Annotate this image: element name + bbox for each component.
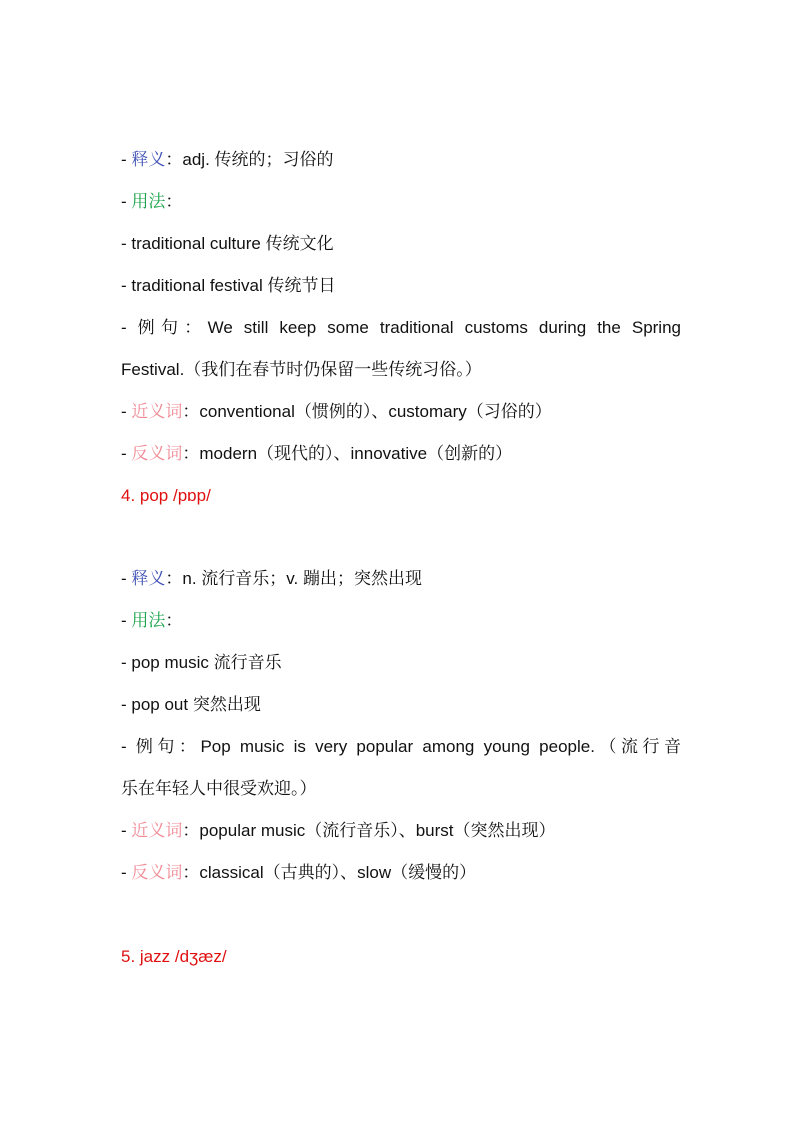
synonyms-line [121,820,681,842]
dash: - [121,569,132,588]
dash: - [121,611,132,630]
antonyms-line [121,862,681,884]
synonyms-line [121,401,681,423]
antonyms-label: 反义词 [131,444,183,463]
dash: - [121,150,132,169]
colon: ： [182,444,200,463]
dash: - [121,192,132,211]
usage-item: - traditional culture 传统文化 [121,234,334,253]
colon: ： [165,150,183,169]
synonyms-text: popular music（流行音乐）、burst（突然出现） [199,821,556,840]
usage-label: 用法 [131,192,166,211]
synonyms-label: 近义词 [131,821,183,840]
word-heading: 5. jazz /dʒæz/ [121,947,227,966]
example-line-continued: 乐在年轻人中很受欢迎。） [121,779,317,798]
word-heading: 4. pop /pɒp/ [121,486,211,505]
definition-label: 释义 [131,150,166,169]
synonyms-text: conventional（惯例的）、customary（习俗的） [199,402,552,421]
usage-item: - pop music 流行音乐 [121,653,282,672]
usage-line [121,610,681,632]
dash: - [121,863,132,882]
dash: - [121,402,132,421]
example-line: - 例句：We still keep some traditional customs during the Spring [121,318,681,337]
usage-item: - traditional festival 传统节日 [121,276,336,295]
antonyms-text: classical（古典的）、slow（缓慢的） [199,863,477,882]
colon: ： [165,611,183,630]
colon: ： [165,569,183,588]
usage-item: - pop out 突然出现 [121,695,261,714]
example-line-continued: Festival.（我们在春节时仍保留一些传统习俗。） [121,360,482,379]
antonyms-line [121,443,681,465]
antonyms-text: modern（现代的）、innovative（创新的） [199,444,513,463]
example-line: - 例句：Pop music is very popular among young people.（流行音 [121,737,681,756]
synonyms-label: 近义词 [131,402,183,421]
usage-label: 用法 [131,611,166,630]
colon: ： [182,863,200,882]
dash: - [121,444,132,463]
definition-text: n. 流行音乐；v. 蹦出；突然出现 [182,569,422,588]
colon: ： [182,821,200,840]
usage-line [121,191,681,213]
dash: - [121,821,132,840]
colon: ： [165,192,183,211]
definition-line [121,568,681,590]
definition-line [121,149,681,171]
colon: ： [182,402,200,421]
antonyms-label: 反义词 [131,863,183,882]
definition-label: 释义 [131,569,166,588]
definition-text: adj. 传统的；习俗的 [182,150,334,169]
